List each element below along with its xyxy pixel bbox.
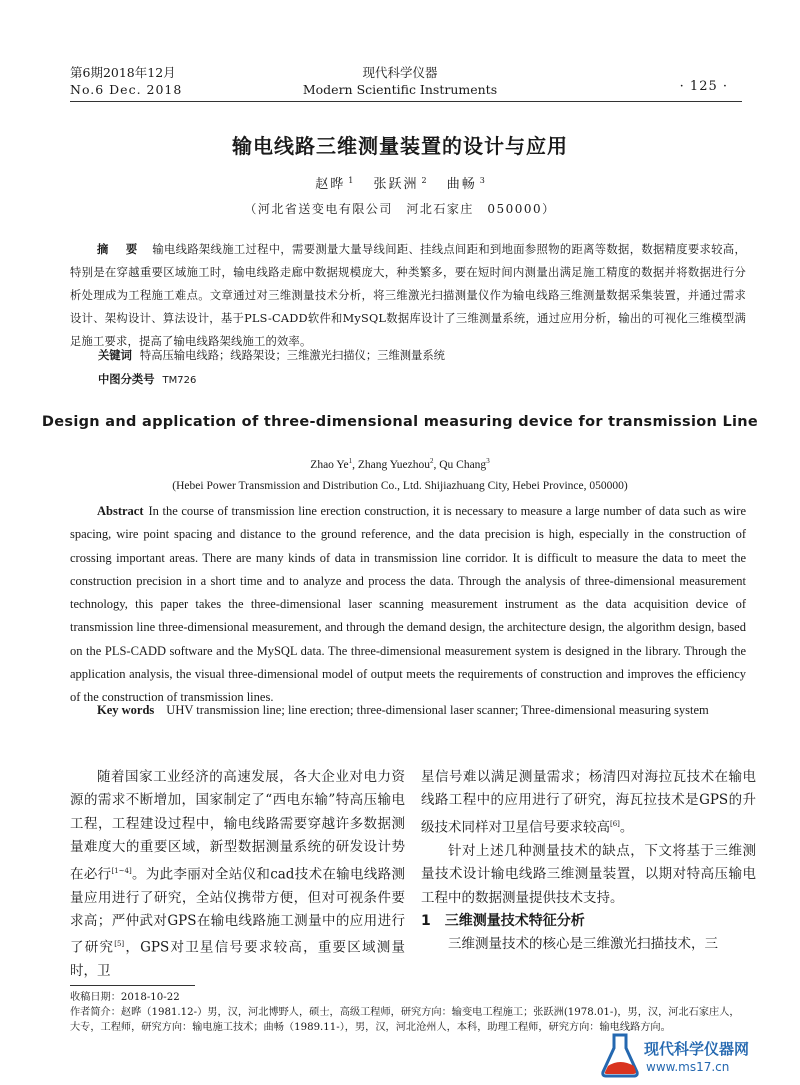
keywords-en-label: Key words — [97, 703, 155, 717]
watermark-logo — [600, 1032, 760, 1080]
author-name-en: Qu Chang — [439, 458, 487, 471]
author-name: 赵晔 — [315, 177, 346, 192]
keywords-cn-label: 关键词 — [98, 349, 132, 362]
body-paragraph: 三维测量技术的核心是三维激光扫描技术，三 — [448, 936, 718, 953]
body-paragraph: 针对上述几种测量技术的缺点，下文将基于三维测量技术设计输电线路三维测量装置，以期对特高压输电工程中的数据测量提供技术支持。 — [421, 842, 756, 906]
body-column-left — [70, 766, 405, 984]
body-text: 随着国家工业经济的高速发展，各大企业对电力资源的需求不断增加，国家制定了“西电东输”特高压输电工程，工程建设过程中，输电线路需要穿越许多数据测量难度大的重要区域，新型数据测量系统的研发设计势在必行 — [70, 769, 405, 883]
received-date: 收稿日期：2018-10-22 — [70, 992, 180, 1003]
issue-cn: 第6期2018年12月 — [70, 65, 176, 80]
body-text: 星信号难以满足测量需求；杨清四对海拉瓦技术在输电线路工程中的应用进行了研究，海瓦拉技术是GPS的升级技术同样对卫星信号要求较高 — [421, 769, 756, 836]
author-name-en: Zhang Yuezhou — [357, 458, 430, 471]
keywords-en-text: UHV transmission line; line erection; three-dimensional laser scanner; Three-dimensional measuring system — [166, 703, 709, 717]
flask-icon — [600, 1032, 640, 1078]
clc-number — [98, 371, 196, 387]
body-column-right — [421, 766, 756, 957]
abstract-en-text: In the course of transmission line erection construction, it is necessary to measure a large number of data such as wire spacing, wire point spacing and distance to the ground reference, and the data precision is high, especially in the construction of crossing important areas. There are many kinds of data in transmission line corridor. It is difficult to measure the data to meet the construction precision in a short time and to analyze and process the data. Through the analysis of three-dimensional measurement technology, this paper takes the three-dimensional laser scanning measurement instrument as the data acquisition device of transmission line three-dimensional measurement, and through the demand design, the architecture design, the algorithm design, based on the PLS-CADD software and the MySQL data. The three-dimensional measurement system is designed in the library. Through the application analysis, the visual three-dimensional model of output meets the requirements of construction and improves the efficiency of the construction of transmission lines. — [70, 504, 746, 705]
body-text: ，GPS对卫星信号要求较高，重要区域测量时，卫 — [70, 939, 406, 980]
author-sup-en: 3 — [486, 457, 490, 465]
abstract-en — [70, 500, 746, 710]
author-sup-en: 1 — [348, 457, 353, 465]
keywords-cn-text: 特高压输电线路；线路架设；三维激光扫描仪；三维测量系统 — [139, 349, 445, 362]
citation: [1~4] — [111, 866, 132, 875]
affiliation-en: (Hebei Power Transmission and Distribution Co., Ltd. Shijiazhuang City, Hebei Province, 050000) — [172, 480, 628, 492]
clc-label: 中图分类号 — [98, 373, 155, 386]
issue-en: No.6 Dec. 2018 — [70, 82, 183, 97]
clc-text: TM726 — [162, 375, 197, 386]
body-paragraph — [70, 766, 405, 984]
footnotes — [70, 990, 746, 1035]
authors-en: Zhao Ye$^1$, Zhang Yuezhou$^2$, Qu Chang$^3$ — [310, 457, 490, 471]
abstract-cn-label: 摘 要 — [97, 243, 141, 256]
section-heading: 1 三维测量技术特征分析 — [421, 912, 585, 929]
citation: [5] — [114, 940, 125, 949]
author-name: 张跃洲 — [373, 177, 419, 192]
abstract-cn-text: 输电线路架线施工过程中，需要测量大量导线间距、挂线点间距和到地面参照物的距离等数据，数据精度要求较高，特别是在穿越重要区域施工时，输电线路走廊中数据规模庞大，种类繁多，要在短时间内测量出满足施工精度的数据并将数据进行分析处理成为工程施工难点。文章通过对三维测量技术分析，将三维激光扫描测量仪作为输电线路三维测量数据采集装置，并通过需求设计、架构设计、算法设计，基于PLS-CADD软件和MySQL数据库设计了三维测量系统，通过应用分析，输出的可视化三维模型满足施工要求，提高了输电线路架线施工的效率。 — [70, 243, 746, 348]
watermark-url: www.ms17.cn — [646, 1060, 730, 1074]
body-paragraph — [421, 766, 756, 840]
author-sup: 3 — [479, 175, 485, 185]
paper-title: 输电线路三维测量装置的设计与应用 — [232, 134, 568, 158]
abstract-en-label: Abstract — [97, 504, 144, 518]
footnote-rule — [70, 985, 195, 986]
author-name-en: Zhao Ye — [310, 458, 349, 471]
body-text: 。 — [619, 819, 634, 836]
abstract-cn — [70, 238, 746, 353]
paper-title-en: Design and application of three-dimensional measuring device for transmission Line — [41, 414, 759, 430]
author-name: 曲畅 — [446, 177, 477, 192]
header-rule — [70, 101, 742, 102]
author-sup: 1 — [348, 175, 354, 185]
keywords-en — [70, 699, 746, 722]
authors-cn — [0, 173, 800, 192]
affiliation-cn: （河北省送变电有限公司 河北石家庄 050000） — [244, 202, 556, 216]
watermark-text: 现代科学仪器网 — [644, 1040, 750, 1058]
journal-en: Modern Scientific Instruments — [302, 82, 498, 97]
journal-cn: 现代科学仪器 — [362, 65, 438, 80]
author-bio: 作者简介：赵晔（1981.12-）男，汉，河北博野人，硕士，高级工程师，研究方向：输变电工程施工；张跃洲(1978.01-)，男，汉，河北石家庄人，大专，工程师，研究方向：输电施工技术；曲畅（1989.11-），男，汉，河北沧州人，本科，助理工程师，研究方向：输电线路方向。 — [70, 1007, 740, 1033]
page-number: · 125 · — [679, 79, 728, 94]
author-sup: 2 — [421, 175, 427, 185]
citation: [6] — [610, 819, 620, 828]
body-text: 。为此李丽对全站仪和cad技术在输电线路测量应用进行了研究，全站仪携带方便，但对可视条件要求高；严仲武对GPS在输电线路施工测量中的应用进行了研究 — [70, 866, 405, 956]
keywords-cn — [98, 347, 445, 363]
author-sup-en: 2 — [429, 457, 434, 465]
